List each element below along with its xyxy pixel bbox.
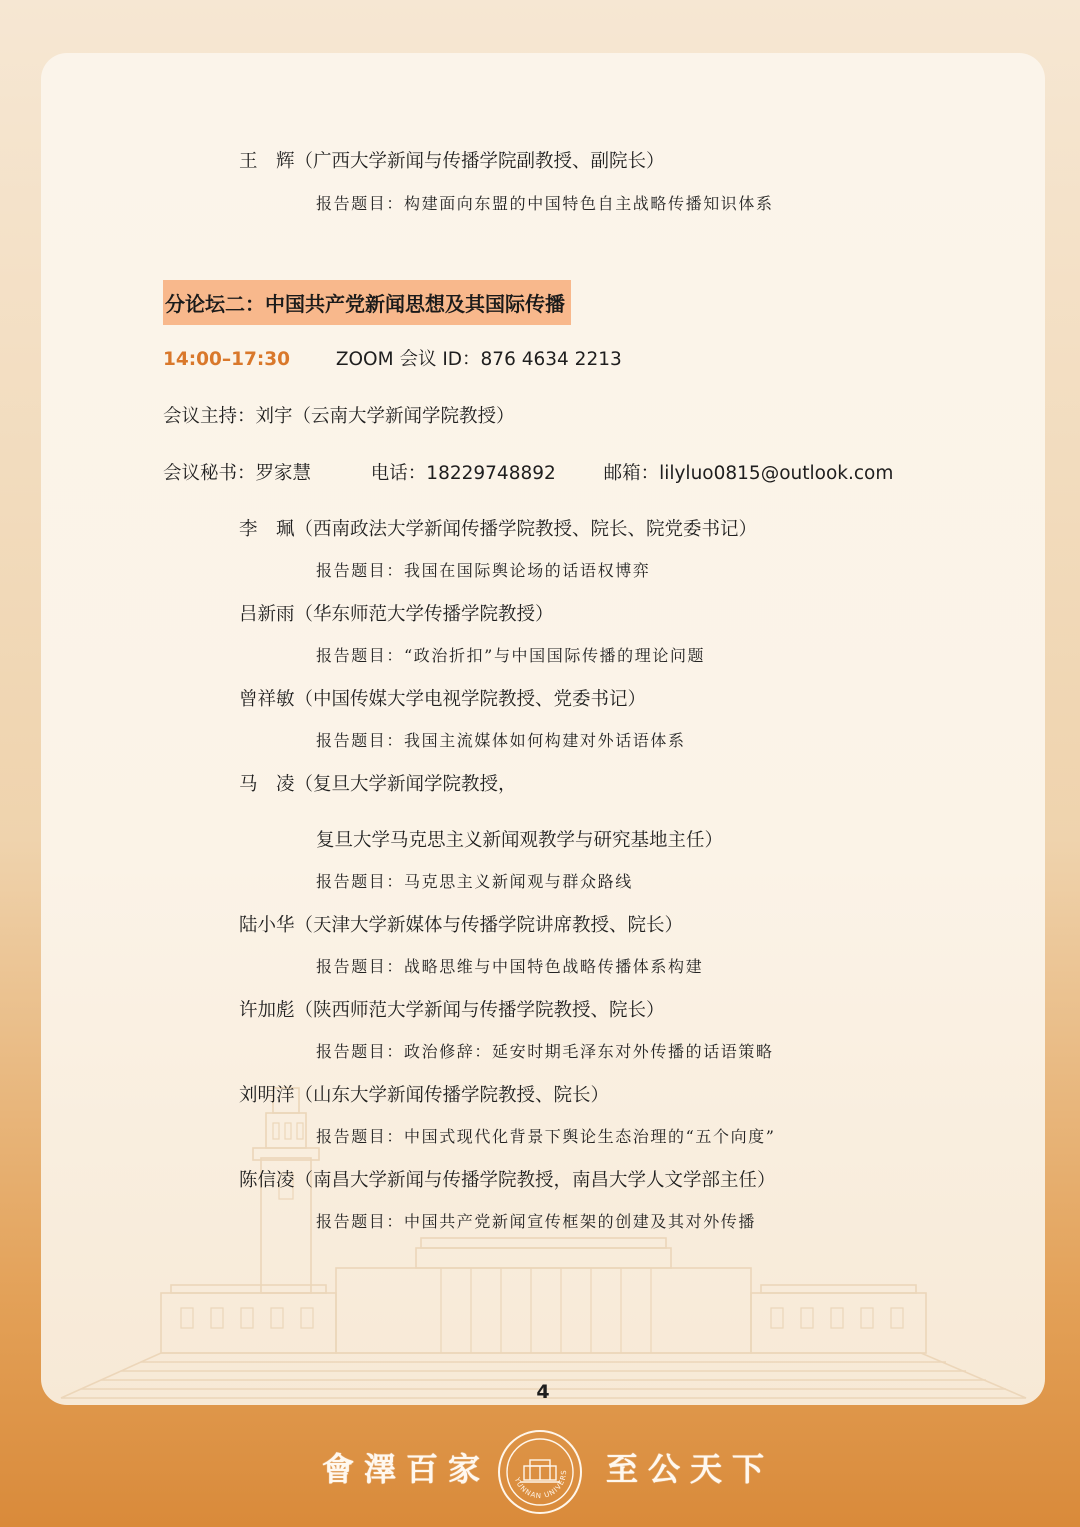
speaker-topic: 报告题目：我国主流媒体如何构建对外话语体系 <box>316 731 686 750</box>
speaker-name: 曾祥敏（中国传媒大学电视学院教授、党委书记） <box>239 689 647 710</box>
seal-text: YUNNAN UNIVERS <box>512 1469 569 1501</box>
speaker-name: 许加彪（陕西师范大学新闻与传播学院教授、院长） <box>239 1000 665 1021</box>
speaker-topic: 报告题目：马克思主义新闻观与群众路线 <box>316 872 633 891</box>
forum-email: 邮箱：lilyluo0815@outlook.com <box>603 463 894 484</box>
forum-schedule <box>163 345 622 371</box>
forum-secretary: 会议秘书：罗家慧 <box>163 463 312 484</box>
speaker-topic: 报告题目：构建面向东盟的中国特色自主战略传播知识体系 <box>316 194 774 213</box>
forum-contact <box>163 459 893 485</box>
speaker-name: 吕新雨（华东师范大学传播学院教授） <box>239 604 554 625</box>
motto-right: 至公天下 <box>606 1450 775 1488</box>
speaker-name: 陆小华（天津大学新媒体与传播学院讲席教授、院长） <box>239 915 684 936</box>
speaker-topic: 报告题目：“政治折扣”与中国国际传播的理论问题 <box>316 646 706 665</box>
speaker-topic: 报告题目：战略思维与中国特色战略传播体系构建 <box>316 957 704 976</box>
speaker-name: 王 辉（广西大学新闻与传播学院副教授、副院长） <box>239 151 665 172</box>
forum-time: 14:00–17:30 <box>163 349 291 370</box>
speaker-name: 马 凌（复旦大学新闻学院教授， <box>239 774 517 795</box>
speaker-topic: 报告题目：中国式现代化背景下舆论生态治理的“五个向度” <box>316 1127 776 1146</box>
university-seal-icon <box>498 1430 582 1514</box>
speaker-name: 李 珮（西南政法大学新闻传播学院教授、院长、院党委书记） <box>239 519 758 540</box>
page-number: 4 <box>536 1381 550 1403</box>
speaker-topic: 报告题目：中国共产党新闻宣传框架的创建及其对外传播 <box>316 1212 757 1231</box>
forum-phone: 电话：18229748892 <box>370 463 556 484</box>
speaker-name: 陈信凌（南昌大学新闻与传播学院教授，南昌大学人文学部主任） <box>239 1170 776 1191</box>
page-card <box>41 53 1045 1405</box>
speaker-name-continued: 复旦大学马克思主义新闻观教学与研究基地主任） <box>316 830 724 851</box>
speaker-topic: 报告题目：政治修辞：延安时期毛泽东对外传播的话语策略 <box>316 1042 774 1061</box>
forum-host: 会议主持：刘宇（云南大学新闻学院教授） <box>163 406 515 427</box>
zoom-meeting-id: ZOOM 会议 ID：876 4634 2213 <box>335 349 622 370</box>
speaker-topic: 报告题目：我国在国际舆论场的话语权博弈 <box>316 561 651 580</box>
forum-title: 分论坛二：中国共产党新闻思想及其国际传播 <box>163 280 571 325</box>
motto-left: 會澤百家 <box>322 1450 491 1488</box>
speaker-name: 刘明洋（山东大学新闻传播学院教授、院长） <box>239 1085 610 1106</box>
